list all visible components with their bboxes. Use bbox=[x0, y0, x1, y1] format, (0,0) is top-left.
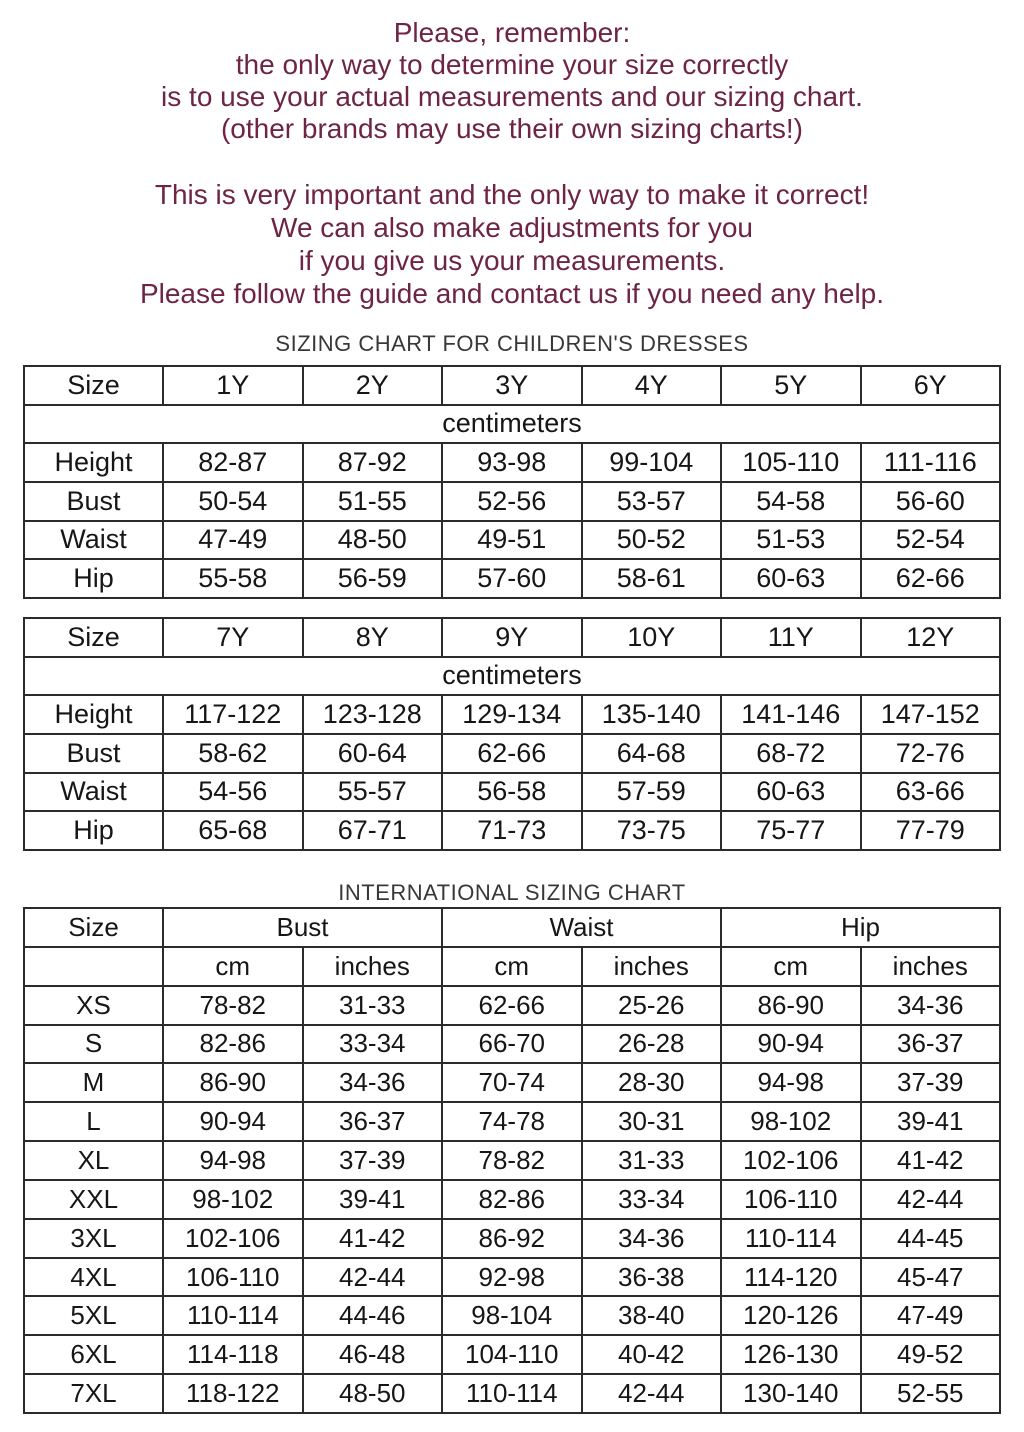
measurement-label-cell: Hip bbox=[24, 559, 163, 598]
measurement-row bbox=[24, 695, 1000, 734]
group-header-cell: Waist bbox=[442, 908, 721, 947]
size-row bbox=[24, 1063, 1000, 1102]
size-label-cell: 4XL bbox=[24, 1258, 163, 1297]
size-value-cell: 104-110 bbox=[442, 1335, 582, 1374]
size-value-cell: 126-130 bbox=[721, 1335, 861, 1374]
size-row bbox=[24, 1296, 1000, 1335]
size-label-cell: XL bbox=[24, 1141, 163, 1180]
size-value-cell: 86-92 bbox=[442, 1219, 582, 1258]
measurement-value-cell: 77-79 bbox=[861, 811, 1001, 850]
measurement-value-cell: 68-72 bbox=[721, 734, 861, 773]
size-value-cell: 6Y bbox=[861, 366, 1001, 405]
size-value-cell: 82-86 bbox=[442, 1180, 582, 1219]
measurement-value-cell: 52-56 bbox=[442, 482, 582, 521]
children-size-table-7y-12y bbox=[23, 617, 1001, 851]
size-header-row bbox=[24, 618, 1000, 657]
size-value-cell: 66-70 bbox=[442, 1025, 582, 1064]
measurement-value-cell: 123-128 bbox=[303, 695, 443, 734]
measurement-value-cell: 54-56 bbox=[163, 773, 303, 812]
children-chart-title: SIZING CHART FOR CHILDREN'S DRESSES bbox=[275, 331, 749, 356]
measurement-label-cell: Hip bbox=[24, 811, 163, 850]
size-value-cell: 5Y bbox=[721, 366, 861, 405]
size-value-cell: 70-74 bbox=[442, 1063, 582, 1102]
measurement-value-cell: 117-122 bbox=[163, 695, 303, 734]
size-row bbox=[24, 1335, 1000, 1374]
size-value-cell: 114-120 bbox=[721, 1258, 861, 1297]
measurement-row bbox=[24, 521, 1000, 560]
size-value-cell: 106-110 bbox=[721, 1180, 861, 1219]
size-value-cell: 41-42 bbox=[303, 1219, 443, 1258]
size-header-cell: Size bbox=[24, 366, 163, 405]
size-value-cell: 110-114 bbox=[442, 1374, 582, 1413]
measurement-value-cell: 58-62 bbox=[163, 734, 303, 773]
size-value-cell: 106-110 bbox=[163, 1258, 303, 1297]
size-value-cell: 74-78 bbox=[442, 1102, 582, 1141]
size-value-cell: 82-86 bbox=[163, 1025, 303, 1064]
size-value-cell: 40-42 bbox=[582, 1335, 722, 1374]
size-value-cell: 86-90 bbox=[163, 1063, 303, 1102]
size-value-cell: 102-106 bbox=[163, 1219, 303, 1258]
measurement-value-cell: 60-63 bbox=[721, 773, 861, 812]
size-row bbox=[24, 1374, 1000, 1413]
measurement-value-cell: 49-51 bbox=[442, 521, 582, 560]
measurement-value-cell: 135-140 bbox=[582, 695, 722, 734]
size-value-cell: 31-33 bbox=[303, 986, 443, 1025]
intro-line: Please follow the guide and contact us if you need any help. bbox=[139, 278, 885, 309]
measurement-value-cell: 47-49 bbox=[163, 521, 303, 560]
measurement-value-cell: 75-77 bbox=[721, 811, 861, 850]
measurement-value-cell: 55-58 bbox=[163, 559, 303, 598]
measurement-value-cell: 52-54 bbox=[861, 521, 1001, 560]
measurement-value-cell: 62-66 bbox=[442, 734, 582, 773]
measurement-row bbox=[24, 559, 1000, 598]
size-value-cell: 98-102 bbox=[163, 1180, 303, 1219]
intro-line: is to use your actual measurements and our sizing chart. bbox=[161, 81, 863, 112]
size-value-cell: 3Y bbox=[442, 366, 582, 405]
size-value-cell: 42-44 bbox=[303, 1258, 443, 1297]
size-value-cell: 110-114 bbox=[163, 1296, 303, 1335]
measurement-value-cell: 62-66 bbox=[861, 559, 1001, 598]
measurement-row bbox=[24, 773, 1000, 812]
size-value-cell: 26-28 bbox=[582, 1025, 722, 1064]
intro-line: This is very important and the only way to make it correct! bbox=[154, 179, 870, 210]
size-value-cell: 48-50 bbox=[303, 1374, 443, 1413]
measurement-label-cell: Bust bbox=[24, 734, 163, 773]
size-label-cell: L bbox=[24, 1102, 163, 1141]
measurement-value-cell: 51-53 bbox=[721, 521, 861, 560]
size-value-cell: 62-66 bbox=[442, 986, 582, 1025]
size-value-cell: 39-41 bbox=[303, 1180, 443, 1219]
size-row bbox=[24, 1102, 1000, 1141]
measurement-label-cell: Waist bbox=[24, 773, 163, 812]
size-row bbox=[24, 986, 1000, 1025]
size-label-cell: XS bbox=[24, 986, 163, 1025]
measurement-value-cell: 56-59 bbox=[303, 559, 443, 598]
size-value-cell: 36-37 bbox=[303, 1102, 443, 1141]
unit-row bbox=[24, 657, 1000, 696]
size-label-cell: 7XL bbox=[24, 1374, 163, 1413]
size-value-cell: 52-55 bbox=[861, 1374, 1001, 1413]
size-value-cell: 25-26 bbox=[582, 986, 722, 1025]
measurement-value-cell: 64-68 bbox=[582, 734, 722, 773]
size-label-cell: 5XL bbox=[24, 1296, 163, 1335]
unit-header-cell: cm bbox=[721, 947, 861, 986]
measurement-value-cell: 53-57 bbox=[582, 482, 722, 521]
size-value-cell: 42-44 bbox=[582, 1374, 722, 1413]
measurement-value-cell: 99-104 bbox=[582, 443, 722, 482]
measurement-value-cell: 58-61 bbox=[582, 559, 722, 598]
measurement-row bbox=[24, 443, 1000, 482]
size-value-cell: 31-33 bbox=[582, 1141, 722, 1180]
international-chart-title: INTERNATIONAL SIZING CHART bbox=[338, 880, 686, 905]
size-value-cell: 8Y bbox=[303, 618, 443, 657]
size-value-cell: 118-122 bbox=[163, 1374, 303, 1413]
measurement-label-cell: Waist bbox=[24, 521, 163, 560]
measurement-value-cell: 93-98 bbox=[442, 443, 582, 482]
unit-row bbox=[24, 405, 1000, 444]
measurement-value-cell: 56-60 bbox=[861, 482, 1001, 521]
size-value-cell: 92-98 bbox=[442, 1258, 582, 1297]
size-value-cell: 44-45 bbox=[861, 1219, 1001, 1258]
size-label-cell: 3XL bbox=[24, 1219, 163, 1258]
size-value-cell: 94-98 bbox=[163, 1141, 303, 1180]
size-label-cell: S bbox=[24, 1025, 163, 1064]
size-value-cell: 10Y bbox=[582, 618, 722, 657]
measurement-value-cell: 57-59 bbox=[582, 773, 722, 812]
size-value-cell: 45-47 bbox=[861, 1258, 1001, 1297]
unit-header-cell: inches bbox=[303, 947, 443, 986]
measurement-value-cell: 57-60 bbox=[442, 559, 582, 598]
size-value-cell: 86-90 bbox=[721, 986, 861, 1025]
measurement-value-cell: 55-57 bbox=[303, 773, 443, 812]
intro-line: We can also make adjustments for you bbox=[271, 212, 753, 243]
measurement-value-cell: 56-58 bbox=[442, 773, 582, 812]
measurement-value-cell: 111-116 bbox=[861, 443, 1001, 482]
unit-label-cell: centimeters bbox=[24, 657, 1000, 696]
size-header-row bbox=[24, 366, 1000, 405]
size-value-cell: 49-52 bbox=[861, 1335, 1001, 1374]
measurement-label-cell: Bust bbox=[24, 482, 163, 521]
unit-header-cell: inches bbox=[861, 947, 1001, 986]
size-value-cell: 130-140 bbox=[721, 1374, 861, 1413]
size-value-cell: 94-98 bbox=[721, 1063, 861, 1102]
measurement-label-cell: Height bbox=[24, 443, 163, 482]
measurement-value-cell: 60-64 bbox=[303, 734, 443, 773]
size-header-cell: Size bbox=[24, 618, 163, 657]
unit-header-cell: cm bbox=[442, 947, 582, 986]
size-value-cell: 78-82 bbox=[442, 1141, 582, 1180]
size-value-cell: 102-106 bbox=[721, 1141, 861, 1180]
size-value-cell: 2Y bbox=[303, 366, 443, 405]
size-value-cell: 34-36 bbox=[582, 1219, 722, 1258]
measurement-value-cell: 87-92 bbox=[303, 443, 443, 482]
size-value-cell: 33-34 bbox=[582, 1180, 722, 1219]
measurement-value-cell: 82-87 bbox=[163, 443, 303, 482]
size-value-cell: 98-104 bbox=[442, 1296, 582, 1335]
size-value-cell: 36-37 bbox=[861, 1025, 1001, 1064]
size-value-cell: 41-42 bbox=[861, 1141, 1001, 1180]
group-header-cell: Hip bbox=[721, 908, 1000, 947]
size-value-cell: 114-118 bbox=[163, 1335, 303, 1374]
unit-header-cell: inches bbox=[582, 947, 722, 986]
intro-line: (other brands may use their own sizing charts!) bbox=[220, 113, 804, 144]
size-value-cell: 33-34 bbox=[303, 1025, 443, 1064]
size-row bbox=[24, 1025, 1000, 1064]
measurement-value-cell: 67-71 bbox=[303, 811, 443, 850]
size-value-cell: 47-49 bbox=[861, 1296, 1001, 1335]
measurement-value-cell: 73-75 bbox=[582, 811, 722, 850]
size-value-cell: 1Y bbox=[163, 366, 303, 405]
intro-line: Please, remember: bbox=[393, 17, 631, 48]
size-value-cell: 37-39 bbox=[303, 1141, 443, 1180]
size-value-cell: 7Y bbox=[163, 618, 303, 657]
measurement-value-cell: 105-110 bbox=[721, 443, 861, 482]
size-value-cell: 46-48 bbox=[303, 1335, 443, 1374]
size-value-cell: 34-36 bbox=[861, 986, 1001, 1025]
size-value-cell: 120-126 bbox=[721, 1296, 861, 1335]
size-header-cell: Size bbox=[24, 908, 163, 947]
group-header-row bbox=[24, 908, 1000, 947]
size-row bbox=[24, 1141, 1000, 1180]
size-value-cell: 11Y bbox=[721, 618, 861, 657]
measurement-value-cell: 147-152 bbox=[861, 695, 1001, 734]
size-value-cell: 9Y bbox=[442, 618, 582, 657]
size-value-cell: 90-94 bbox=[163, 1102, 303, 1141]
intro-line: if you give us your measurements. bbox=[298, 245, 726, 276]
size-value-cell: 36-38 bbox=[582, 1258, 722, 1297]
size-value-cell: 90-94 bbox=[721, 1025, 861, 1064]
measurement-value-cell: 65-68 bbox=[163, 811, 303, 850]
size-row bbox=[24, 1180, 1000, 1219]
measurement-row bbox=[24, 811, 1000, 850]
size-label-cell: M bbox=[24, 1063, 163, 1102]
size-value-cell: 34-36 bbox=[303, 1063, 443, 1102]
size-row bbox=[24, 1258, 1000, 1297]
measurement-label-cell: Height bbox=[24, 695, 163, 734]
size-value-cell: 110-114 bbox=[721, 1219, 861, 1258]
intro-note-block-2 bbox=[0, 178, 1024, 310]
measurement-value-cell: 63-66 bbox=[861, 773, 1001, 812]
measurement-value-cell: 60-63 bbox=[721, 559, 861, 598]
measurement-value-cell: 71-73 bbox=[442, 811, 582, 850]
intro-note-block-1 bbox=[0, 17, 1024, 145]
unit-header-row bbox=[24, 947, 1000, 986]
size-value-cell: 37-39 bbox=[861, 1063, 1001, 1102]
measurement-value-cell: 141-146 bbox=[721, 695, 861, 734]
measurement-value-cell: 129-134 bbox=[442, 695, 582, 734]
size-value-cell: 30-31 bbox=[582, 1102, 722, 1141]
intro-line: the only way to determine your size correctly bbox=[235, 49, 789, 80]
measurement-value-cell: 72-76 bbox=[861, 734, 1001, 773]
measurement-value-cell: 50-54 bbox=[163, 482, 303, 521]
size-value-cell: 78-82 bbox=[163, 986, 303, 1025]
measurement-row bbox=[24, 482, 1000, 521]
unit-header-cell: cm bbox=[163, 947, 303, 986]
size-label-cell: 6XL bbox=[24, 1335, 163, 1374]
measurement-value-cell: 51-55 bbox=[303, 482, 443, 521]
size-row bbox=[24, 1219, 1000, 1258]
measurement-value-cell: 50-52 bbox=[582, 521, 722, 560]
size-value-cell: 4Y bbox=[582, 366, 722, 405]
empty-cell bbox=[24, 947, 163, 986]
size-value-cell: 39-41 bbox=[861, 1102, 1001, 1141]
size-value-cell: 28-30 bbox=[582, 1063, 722, 1102]
size-value-cell: 44-46 bbox=[303, 1296, 443, 1335]
size-value-cell: 12Y bbox=[861, 618, 1001, 657]
international-size-table bbox=[23, 907, 1001, 1414]
size-value-cell: 98-102 bbox=[721, 1102, 861, 1141]
measurement-value-cell: 48-50 bbox=[303, 521, 443, 560]
unit-label-cell: centimeters bbox=[24, 405, 1000, 444]
size-value-cell: 38-40 bbox=[582, 1296, 722, 1335]
measurement-row bbox=[24, 734, 1000, 773]
measurement-value-cell: 54-58 bbox=[721, 482, 861, 521]
size-value-cell: 42-44 bbox=[861, 1180, 1001, 1219]
children-size-table-1y-6y bbox=[23, 365, 1001, 599]
group-header-cell: Bust bbox=[163, 908, 442, 947]
size-label-cell: XXL bbox=[24, 1180, 163, 1219]
